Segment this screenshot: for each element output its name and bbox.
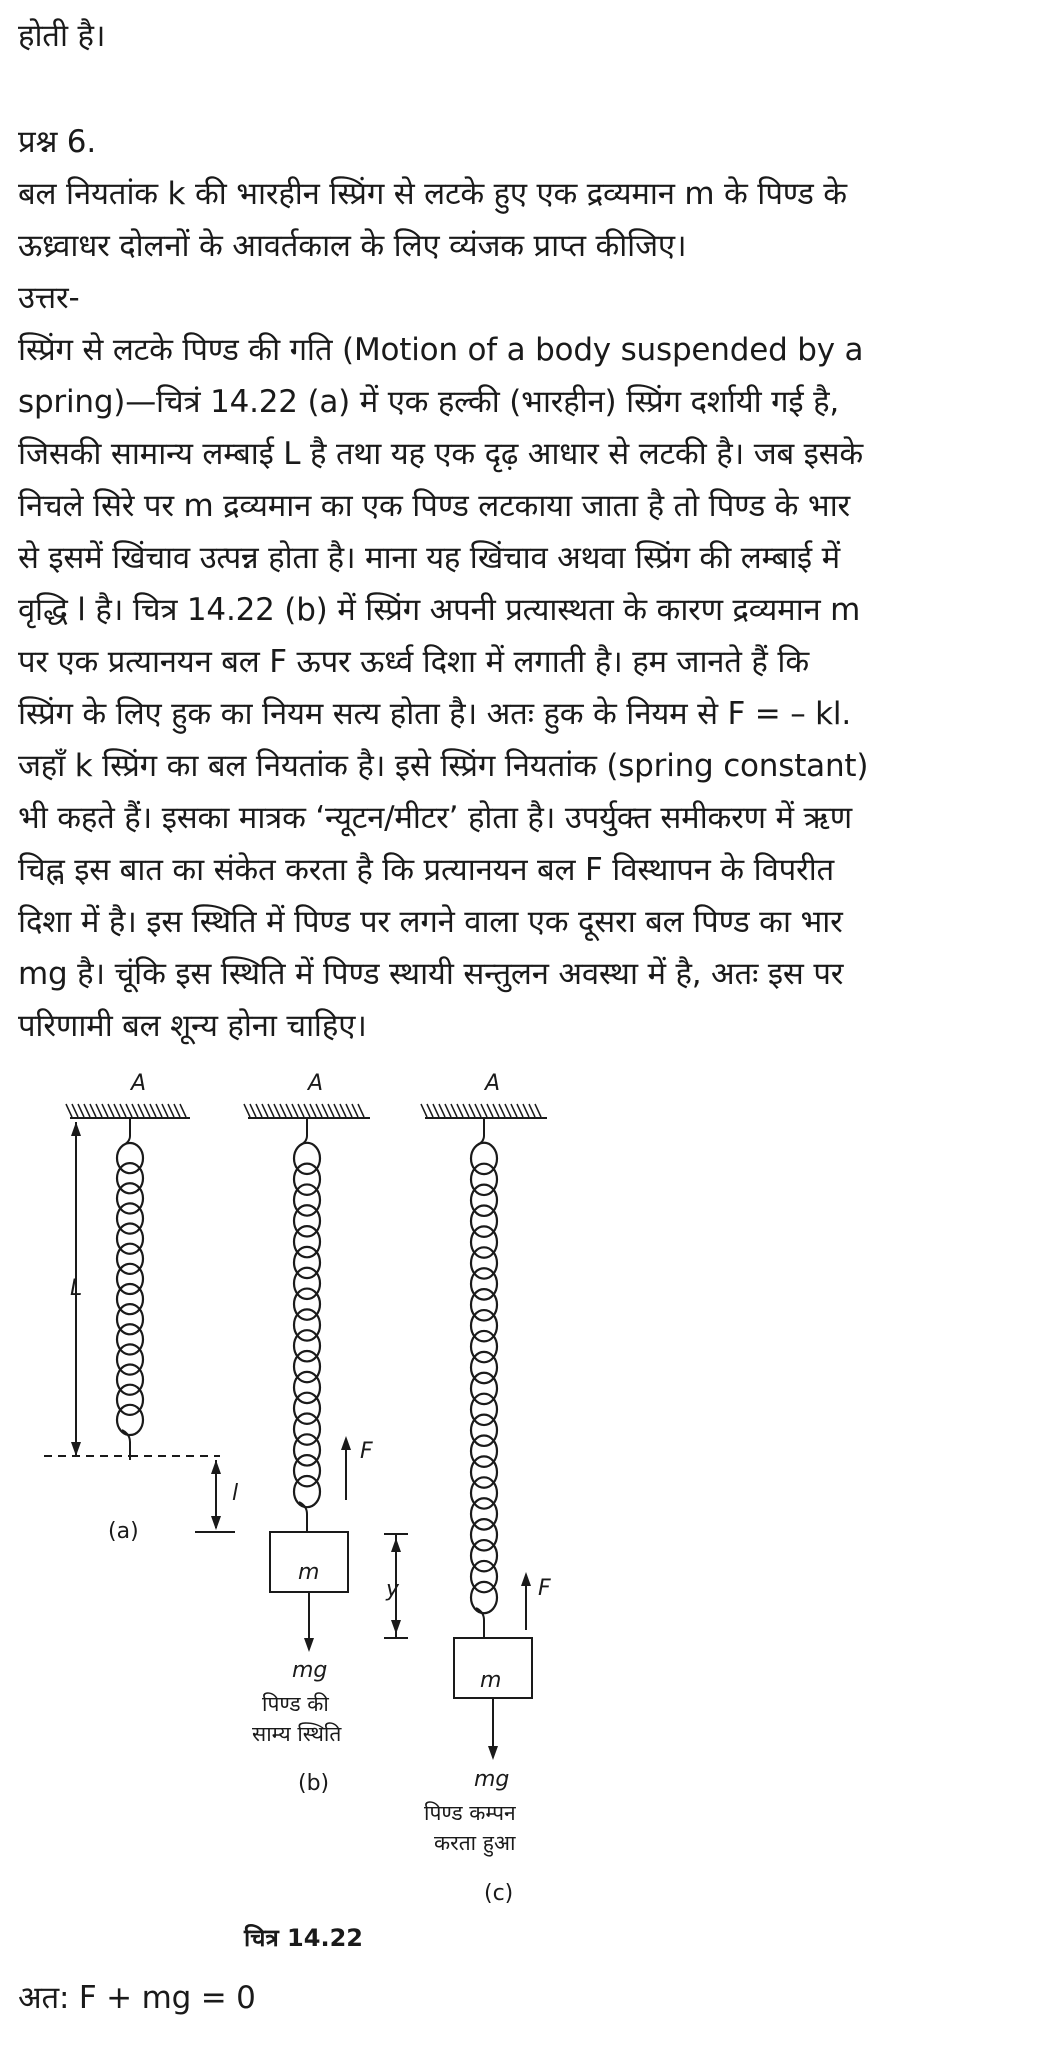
answer-line: जिसकी सामान्य लम्बाई L है तथा यह एक दृढ़ आधार से लटकी है। जब इसके [18,436,864,472]
ceiling-support-c-hatch [445,1104,451,1117]
ceiling-support-c-hatch [487,1104,493,1117]
answer-line: स्प्रिंग के लिए हुक का नियम सत्य होता है। अतः हुक के नियम से F = – kl. [18,696,852,732]
ceiling-support-c-hatch [469,1104,475,1117]
spring-mass-figure [30,1060,590,1960]
ceiling-support-c-hatch [463,1104,469,1117]
displacement-arrow-up [391,1538,401,1552]
force-arrowhead-b [341,1436,351,1450]
caption-b-line1: पिण्ड की [262,1692,329,1716]
ceiling-support-a-hatch [114,1104,120,1117]
support-label-c: A [485,1071,501,1096]
answer-line: पर एक प्रत्यानयन बल F ऊपर ऊर्ध्व दिशा में लगाती है। हम जानते हैं कि [18,644,809,680]
ceiling-support-b-hatch [244,1104,250,1117]
ceiling-support-a-hatch [108,1104,114,1117]
length-arrow-up [71,1122,81,1136]
ceiling-support-c-hatch [481,1104,487,1117]
ceiling-support-a-hatch [168,1104,174,1117]
ceiling-support-c-hatch [535,1104,541,1117]
ceiling-support-c-hatch [529,1104,535,1117]
ceiling-support-c-hatch [451,1104,457,1117]
caption-c-line2: करता हुआ [434,1831,516,1855]
length-arrow-down [71,1442,81,1456]
question-number: प्रश्न 6. [18,124,96,160]
panel-c-label: (c) [484,1881,514,1906]
ceiling-support-a-hatch [138,1104,144,1117]
answer-line: से इसमें खिंचाव उत्पन्न होता है। माना यह खिंचाव अथवा स्प्रिंग की लम्बाई में [18,540,840,576]
ceiling-support-c-hatch [433,1104,439,1117]
answer-line: स्प्रिंग से लटके पिण्ड की गति (Motion of a body suspended by a [18,332,864,368]
answer-line: भी कहते हैं। इसका मात्रक ‘न्यूटन/मीटर’ होता है। उपर्युक्त समीकरण में ऋण [18,800,852,836]
ceiling-support-a-hatch [156,1104,162,1117]
ceiling-support-c-hatch [439,1104,445,1117]
ceiling-support-b-hatch [280,1104,286,1117]
ceiling-support-a-hatch [174,1104,180,1117]
ceiling-support-a-hatch [180,1104,186,1117]
ceiling-support-b-hatch [352,1104,358,1117]
answer-label: उत्तर- [18,280,80,316]
ceiling-support-a-hatch [96,1104,102,1117]
ceiling-support-b-hatch [250,1104,256,1117]
ceiling-support-a-hatch [150,1104,156,1117]
final-equation: अत: F + mg = 0 [18,1980,256,2016]
final-equation-block [18,1972,1018,2024]
ceiling-support-a-hatch [126,1104,132,1117]
ceiling-support-a-hatch [102,1104,108,1117]
ceiling-support-c-hatch [421,1104,427,1117]
ceiling-support-b-hatch [328,1104,334,1117]
ceiling-support-b-hatch [256,1104,262,1117]
ceiling-support-a-hatch [144,1104,150,1117]
ceiling-support-b-hatch [292,1104,298,1117]
ceiling-support-b-hatch [322,1104,328,1117]
ceiling-support-b-hatch [298,1104,304,1117]
caption-b-line2: साम्य स्थिति [252,1722,342,1746]
ceiling-support-c-hatch [505,1104,511,1117]
ceiling-support-a-hatch [72,1104,78,1117]
support-label-a: A [131,1071,147,1096]
ceiling-support-c-hatch [457,1104,463,1117]
answer-line: spring)—चित्रं 14.22 (a) में एक हल्की (भारहीन) स्प्रिंग दर्शायी गई है, [18,384,840,420]
ceiling-support-a-hatch [162,1104,168,1117]
force-label-b: F [360,1439,373,1464]
displacement-arrow-down [391,1620,401,1634]
mass-label-c: m [480,1668,502,1693]
ceiling-support-c-hatch [427,1104,433,1117]
weight-label-c: mg [474,1767,510,1792]
displacement-label: y [386,1577,400,1602]
ceiling-support-c-hatch [499,1104,505,1117]
ceiling-support-a-hatch [78,1104,84,1117]
ceiling-support-a-hatch [120,1104,126,1117]
ceiling-support-b-hatch [340,1104,346,1117]
weight-arrowhead-b [304,1638,314,1652]
ceiling-support-b-hatch [316,1104,322,1117]
answer-line: वृद्धि l है। चित्र 14.22 (b) में स्प्रिंग अपनी प्रत्यास्थता के कारण द्रव्यमान m [18,592,861,628]
answer-line: चिह्न इस बात का संकेत करता है कि प्रत्यानयन बल F विस्थापन के विपरीत [18,852,835,888]
ceiling-support-b-hatch [334,1104,340,1117]
extension-arrow-up [211,1460,221,1474]
support-label-b: A [308,1071,324,1096]
ceiling-support-c-hatch [517,1104,523,1117]
ceiling-support-b-hatch [262,1104,268,1117]
ceiling-support-a-hatch [90,1104,96,1117]
answer-line: mg है। चूंकि इस स्थिति में पिण्ड स्थायी सन्तुलन अवस्था में है, अतः इस पर [18,956,844,992]
ceiling-support-c-hatch [511,1104,517,1117]
extension-arrow-down [211,1516,221,1530]
ceiling-support-b-hatch [346,1104,352,1117]
mass-label-b: m [298,1560,320,1585]
answer-line: जहाँ k स्प्रिंग का बल नियतांक है। इसे स्प्रिंग नियतांक (spring constant) [18,748,869,784]
ceiling-support-c-hatch [493,1104,499,1117]
spring-b-coil [294,1476,320,1507]
extension-label: l [232,1481,239,1506]
ceiling-support-b-hatch [310,1104,316,1117]
answer-line: परिणामी बल शून्य होना चाहिए। [18,1008,367,1044]
caption-c-line1: पिण्ड कम्पन [424,1801,516,1825]
spring-a-coil [117,1405,143,1435]
force-label-c: F [538,1576,551,1601]
spring-a-top [122,1118,130,1146]
ceiling-support-c-hatch [475,1104,481,1117]
ceiling-support-b-hatch [358,1104,364,1117]
weight-arrowhead-c [488,1746,498,1760]
length-label: L [70,1276,83,1301]
question-line: बल नियतांक k की भारहीन स्प्रिंग से लटके हुए एक द्रव्यमान m के पिण्ड के [18,176,847,212]
answer-line: निचले सिरे पर m द्रव्यमान का एक पिण्ड लटकाया जाता है तो पिण्ड के भार [18,488,851,524]
force-arrowhead-c [521,1572,531,1586]
ceiling-support-b-hatch [268,1104,274,1117]
ceiling-support-c-hatch [523,1104,529,1117]
intro-line: होती है। [18,18,106,54]
ceiling-support-b-hatch [274,1104,280,1117]
panel-b-label: (b) [298,1771,330,1796]
question-block [18,116,1018,1052]
weight-label-b: mg [292,1658,328,1683]
ceiling-support-b-hatch [286,1104,292,1117]
figure-caption: चित्र 14.22 [244,1924,363,1952]
intro-text [18,10,1018,62]
ceiling-support-b-hatch [304,1104,310,1117]
ceiling-support-a-hatch [84,1104,90,1117]
spring-diagram [30,1060,590,1960]
ceiling-support-a-hatch [132,1104,138,1117]
ceiling-support-a-hatch [66,1104,72,1117]
answer-line: दिशा में है। इस स्थिति में पिण्ड पर लगने वाला एक दूसरा बल पिण्ड का भार [18,904,843,940]
question-line: ऊध्र्वाधर दोलनों के आवर्तकाल के लिए व्यंजक प्राप्त कीजिए। [18,228,687,264]
panel-a-label: (a) [108,1519,139,1544]
spring-c-coil [471,1582,497,1613]
